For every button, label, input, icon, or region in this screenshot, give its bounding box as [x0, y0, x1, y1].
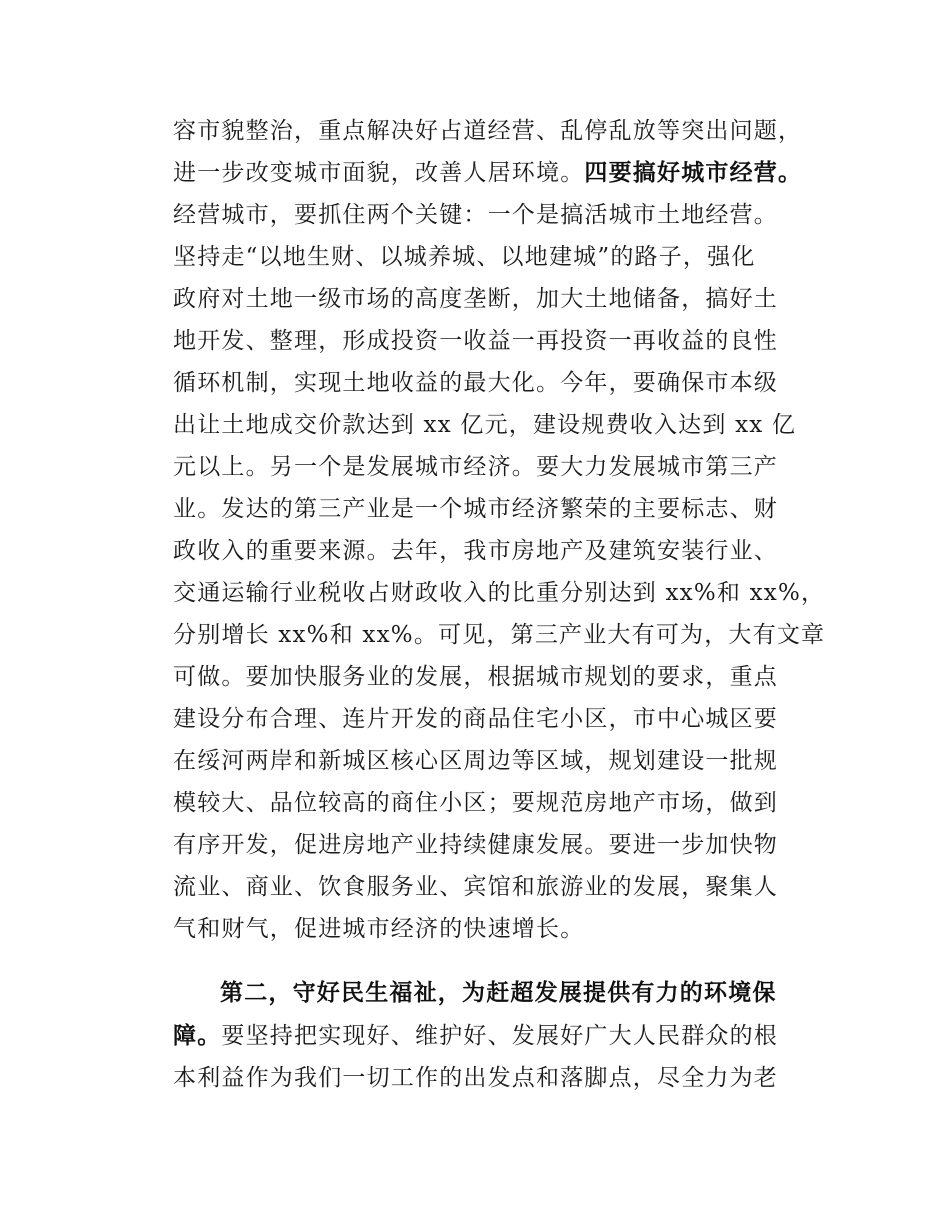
- text-line: 容市貌整治，重点解决好占道经营、乱停乱放等突出问题，: [173, 118, 803, 144]
- text-line: 元以上。另一个是发展城市经济。要大力发展城市第三产: [173, 454, 778, 480]
- text-line: 可做。要加快服务业的发展，根据城市规划的要求，重点: [173, 664, 778, 690]
- text-line: 业。发达的第三产业是一个城市经济繁荣的主要标志、财: [173, 496, 778, 522]
- line-text: 进一步改变城市面貌，改善人居环境。: [173, 160, 585, 186]
- line-text: 要坚持把实现好、维护好、发展好广大人民群众的根: [221, 1023, 779, 1049]
- text-line: 循环机制，实现土地收益的最大化。今年，要确保市本级: [173, 370, 778, 396]
- text-line: [173, 1015, 793, 1057]
- text-line: 政府对土地一级市场的高度垄断，加大土地储备，搞好土: [173, 286, 778, 312]
- text-line: 分别增长 xx%和 xx%。可见，第三产业大有可为，大有文章: [173, 622, 826, 648]
- text-line: 经营城市，要抓住两个关键：一个是搞活城市土地经营。: [173, 202, 778, 228]
- text-line: 政收入的重要来源。去年，我市房地产及建筑安装行业、: [173, 538, 778, 564]
- text-line: 建设分布合理、连片开发的商品住宅小区，市中心城区要: [173, 706, 778, 732]
- bold-heading-text: 四要搞好城市经营。: [584, 160, 803, 186]
- text-line: 本利益作为我们一切工作的出发点和落脚点，尽全力为老: [173, 1065, 778, 1091]
- text-line: [173, 152, 803, 194]
- text-line: 坚持走“以地生财、以城养城、以地建城”的路子，强化: [173, 244, 756, 270]
- bold-heading-text: 第二，守好民生福祉，为赶超发展提供有力的环境保: [220, 980, 777, 1006]
- text-line: 出让土地成交价款达到 xx 亿元，建设规费收入达到 xx 亿: [173, 412, 797, 438]
- text-line: 有序开发，促进房地产业持续健康发展。要进一步加快物: [173, 832, 778, 858]
- text-line: 气和财气，促进城市经济的快速增长。: [173, 916, 585, 942]
- text-line: 在绥河两岸和新城区核心区周边等区域，规划建设一批规: [173, 748, 778, 774]
- text-line: [220, 972, 840, 1014]
- text-line: 交通运输行业税收占财政收入的比重分别达到 xx%和 xx%，: [173, 580, 826, 606]
- text-line: 地开发、整理，形成投资一收益一再投资一再收益的良性: [173, 328, 778, 354]
- bold-heading-text: 障。: [173, 1023, 222, 1049]
- text-line: 流业、商业、饮食服务业、宾馆和旅游业的发展，聚集人: [173, 874, 778, 900]
- text-line: 模较大、品位较高的商住小区；要规范房地产市场，做到: [173, 790, 778, 816]
